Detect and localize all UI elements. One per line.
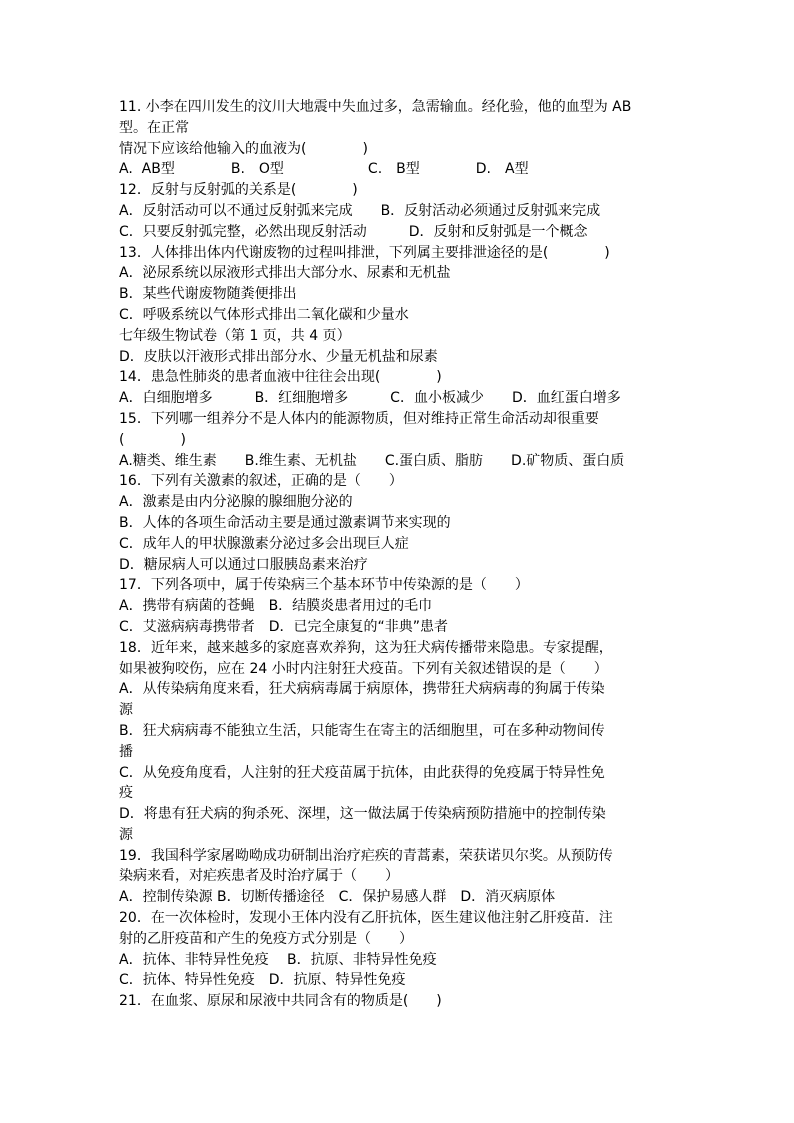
text-line: 15．下列哪一组养分不是人体内的能源物质，但对维持正常生命活动却很重要 [119,410,599,427]
text-line: B．人体的各项生命活动主要是通过激素调节来实现的 [119,514,451,531]
text-line: A．控制传染源 B．切断传播途径 C．保护易感人群 D．消灭病原体 [119,889,556,906]
text-line: 疫 [119,785,133,802]
text-line: 17．下列各项中，属于传染病三个基本环节中传染源的是（ ） [119,577,529,594]
text-line: D．皮肤以汗液形式排出部分水、少量无机盐和尿素 [119,348,438,365]
text-line: A．从传染病角度来看，狂犬病病毒属于病原体，携带狂犬病病毒的狗属于传染 [119,681,605,698]
text-line: 源 [119,702,133,719]
text-line: A．泌尿系统以尿液形式排出大部分水、尿素和无机盐 [119,265,451,282]
text-line: 18．近年来，越来越多的家庭喜欢养狗，这为狂犬病传播带来隐患。专家提醒， [119,639,613,656]
text-line: 11. 小李在四川发生的汶川大地震中失血过多，急需输血。经化验，他的血型为 AB [119,99,632,115]
text-line: 12．反射与反射弧的关系是( ) [119,182,358,199]
text-line: D．将患有狂犬病的狗杀死、深埋，这一做法属于传染病预防措施中的控制传染 [119,806,606,823]
text-line: B．狂犬病病毒不能独立生活，只能寄生在寄主的活细胞里，可在多种动物间传 [119,722,605,739]
text-line: 16．下列有关激素的叙述，正确的是（ ） [119,473,403,490]
text-line: A．反射活动可以不通过反射弧来完成 B．反射活动必须通过反射弧来完成 [119,202,601,219]
text-line: 型。在正常 [119,119,189,136]
text-line: A．携带有病菌的苍蝇 B．结膜炎患者用过的毛巾 [119,598,433,615]
text-line: 源 [119,826,133,843]
text-line: 13．人体排出体内代谢废物的过程叫排泄，下列属主要排泄途径的是( ) [119,244,610,261]
text-line: C．抗体、特异性免疫 D．抗原、特异性免疫 [119,972,406,989]
text-line: A．抗体、非特异性免疫 B．抗原、非特异性免疫 [119,951,437,968]
text-line: 播 [119,743,133,760]
text-line: C．呼吸系统以气体形式排出二氧化碳和少量水 [119,306,409,323]
text-line: 14．患急性肺炎的患者血液中往往会出现( ) [119,369,442,386]
text-line: 21．在血浆、原尿和尿液中共同含有的物质是( ) [119,993,442,1010]
exam-content [119,97,684,1012]
text-line: B．某些代谢废物随粪便排出 [119,286,297,303]
text-line: ( ) [119,431,186,448]
text-line: D．糖尿病人可以通过口服胰岛素来治疗 [119,556,368,573]
text-line: A. AB型 B. O型 C. B型 D. A型 [119,161,529,178]
text-line: A.糖类、维生素 B.维生素、无机盐 C.蛋白质、脂肪 D.矿物质、蛋白质 [119,452,625,469]
text-line: 如果被狗咬伤，应在 24 小时内注射狂犬疫苗。下列有关叙述错误的是（ ） [119,660,608,677]
text-line: C．只要反射弧完整，必然出现反射活动 D．反射和反射弧是一个概念 [119,223,588,240]
text-line: A．白细胞增多 B．红细胞增多 C．血小板减少 D．血红蛋白增多 [119,390,621,407]
text-line: C．从免疫角度看，人注射的狂犬疫苗属于抗体，由此获得的免疫属于特异性免 [119,764,605,781]
text-line: A．激素是由内分泌腺的腺细胞分泌的 [119,494,353,511]
text-line: 七年级生物试卷（第 1 页，共 4 页） [119,327,351,344]
text-line: C．成年人的甲状腺激素分泌过多会出现巨人症 [119,535,409,552]
text-line: 情况下应该给他输入的血液为( ) [119,140,368,157]
text-line: 19．我国科学家屠呦呦成功研制出治疗疟疾的青蒿素，荣获诺贝尔奖。从预防传 [119,847,613,864]
text-line: 染病来看，对疟疾患者及时治疗属于（ ） [119,868,399,885]
text-line: 20．在一次体检时，发现小王体内没有乙肝抗体，医生建议他注射乙肝疫苗．注 [119,910,613,927]
text-line: 射的乙肝疫苗和产生的免疫方式分别是（ ） [119,930,413,947]
text-line: C．艾滋病病毒携带者 D．已完全康复的“非典”患者 [119,618,449,635]
